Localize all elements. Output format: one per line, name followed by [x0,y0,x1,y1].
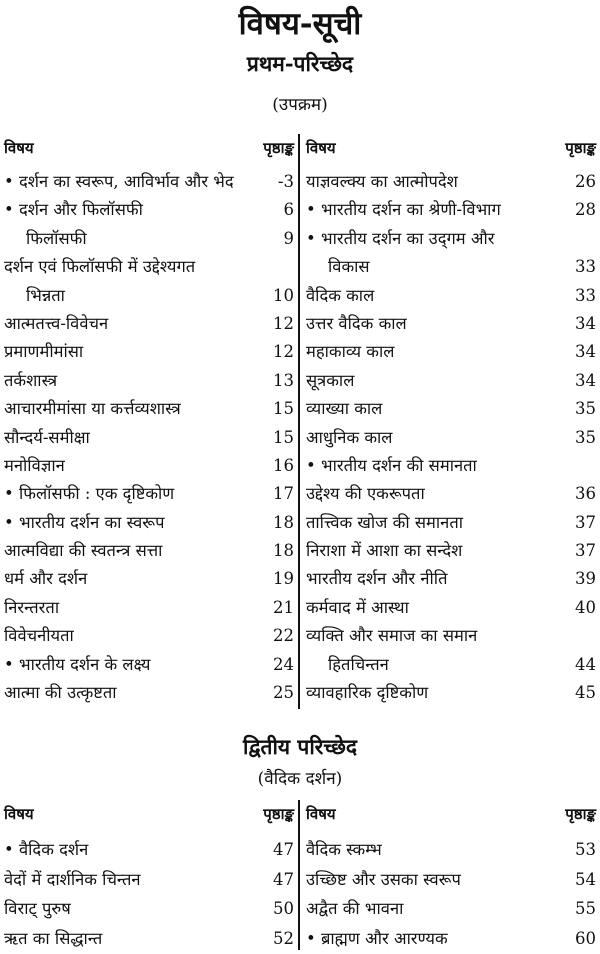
entry-page-number: 19 [273,565,294,593]
toc-entry [4,480,294,508]
toc-entry [306,509,596,537]
entry-page-number: 53 [575,836,596,864]
entry-page-number: 37 [575,509,596,537]
entry-title: उद्देश्य की एकरूपता [306,480,425,508]
entry-title: दर्शन एवं फिलॉसफी में उद्देश्यगत [4,253,195,281]
toc-entry [4,836,294,866]
entry-title: उच्छिष्ट और उसका स्वरूप [306,866,461,894]
toc-entry [306,679,596,707]
page-column-header: पृष्ठाङ्क [263,134,294,162]
toc-entry [4,594,294,622]
entry-page-number: 22 [273,622,294,650]
toc-entry [4,509,294,537]
entry-page-number: 54 [575,866,596,894]
section-1-subheading: (उपक्रम) [0,92,600,115]
topic-column-header: विषय [306,800,336,828]
entry-title: वैदिक स्कम्भ [306,836,382,864]
entry-title: व्यावहारिक दृष्टिकोण [306,679,428,707]
entry-title: धर्म और दर्शन [4,565,87,593]
column-header-row [4,800,294,836]
toc-entry [306,424,596,452]
entry-page-number: 50 [273,895,294,923]
entry-title: महाकाव्य काल [306,338,394,366]
toc-entry [306,225,596,253]
topic-column-header: विषय [4,134,34,162]
entry-title: फिलॉसफी [26,225,87,253]
entry-page-number: 44 [575,651,596,679]
toc-entry [4,679,294,707]
toc-entry [306,282,596,310]
entry-page-number: 34 [575,338,596,366]
entry-title: मनोविज्ञान [4,452,65,480]
entry-title: विराट् पुरुष [4,895,71,923]
toc-entry [306,565,596,593]
right-column [306,800,596,954]
entry-page-number: 35 [575,395,596,423]
toc-entry [4,310,294,338]
entry-title: भिन्नता [26,282,65,310]
entry-page-number: 12 [273,338,294,366]
page-title: विषय-सूची [0,2,600,44]
entry-title: अद्वैत की भावना [306,895,403,923]
toc-entry [4,253,294,281]
entry-title: • भारतीय दर्शन की समानता [306,452,477,480]
section-1-heading: प्रथम-परिच्छेद [0,50,600,78]
entry-page-number: 24 [273,651,294,679]
entry-page-number: - 3 [278,168,294,196]
entry-title: वेदों में दार्शनिक चिन्तन [4,866,141,894]
left-column [4,134,294,707]
entry-page-number: 10 [273,282,294,310]
entry-title: तात्त्विक खोज की समानता [306,509,463,537]
entry-title: • भारतीय दर्शन का उद्‌गम और [306,225,495,253]
entry-page-number: 16 [273,452,294,480]
toc-entry [306,168,596,196]
entry-title: तर्कशास्त्र [4,367,57,395]
toc-entry [306,622,596,650]
entry-title: प्रमाणमीमांसा [4,338,83,366]
toc-entry [4,168,294,196]
entry-title: विकास [328,253,370,281]
toc-entry [4,866,294,896]
topic-column-header: विषय [4,800,34,828]
entry-title: • वैदिक दर्शन [4,836,88,864]
entry-page-number: 15 [273,424,294,452]
entry-page-number: 21 [273,594,294,622]
entry-title: भारतीय दर्शन और नीति [306,565,447,593]
toc-entry [4,452,294,480]
column-header-row [4,134,294,168]
toc-entry [306,395,596,423]
toc-entry [4,395,294,423]
toc-entry [4,895,294,925]
entry-title: सौन्दर्य-समीक्षा [4,424,90,452]
toc-entry [306,253,596,281]
entry-title: आत्मविद्या की स्वतन्त्र सत्ता [4,537,162,565]
entry-page-number: 36 [575,480,596,508]
entry-page-number: 47 [273,866,294,894]
column-header-row [306,134,596,168]
entry-title: आचारमीमांसा या कर्त्तव्यशास्त्र [4,395,181,423]
entry-page-number: 17 [273,480,294,508]
page-column-header: पृष्ठाङ्क [263,800,294,828]
entry-page-number: 52 [273,925,294,953]
entry-page-number: 25 [273,679,294,707]
entry-page-number: 18 [273,537,294,565]
toc-entry [4,225,294,253]
toc-entry [306,196,596,224]
toc-entry [306,895,596,925]
entry-title: निराशा में आशा का सन्देश [306,537,462,565]
entry-title: • भारतीय दर्शन का स्वरूप [4,509,164,537]
entry-page-number: 33 [575,253,596,281]
toc-entry [306,594,596,622]
entry-title: व्यक्ति और समाज का समान [306,622,477,650]
toc-entry [306,651,596,679]
entry-title: आत्मा की उत्कृष्टता [4,679,117,707]
toc-entry [4,622,294,650]
entry-page-number: 60 [575,925,596,953]
page-column-header: पृष्ठाङ्क [565,134,596,162]
toc-entry [306,367,596,395]
entry-page-number: 33 [575,282,596,310]
entry-page-number: 34 [575,310,596,338]
toc-entry [306,452,596,480]
entry-title: • ब्राह्मण और आरण्यक [306,925,448,953]
column-divider [298,134,300,709]
toc-entry [306,866,596,896]
toc-entry [4,537,294,565]
toc-entry [306,338,596,366]
toc-entry [4,424,294,452]
entry-page-number: 12 [273,310,294,338]
right-column [306,134,596,707]
entry-title: • दर्शन और फिलॉसफी [4,196,143,224]
entry-title: विवेचनीयता [4,622,74,650]
section-1-contents-table [4,134,598,709]
entry-title: निरन्तरता [4,594,59,622]
section-2-heading: द्वितीय परिच्छेद [0,733,600,761]
entry-title: • दर्शन का स्वरूप, आविर्भाव और भेद [4,168,234,196]
entry-page-number: 47 [273,836,294,864]
toc-entry [306,310,596,338]
toc-entry [306,480,596,508]
section-2-contents-table [4,800,598,950]
entry-title: वैदिक काल [306,282,374,310]
column-divider [298,800,300,950]
toc-entry [4,282,294,310]
entry-page-number: 9 [284,225,295,253]
topic-column-header: विषय [306,134,336,162]
entry-title: उत्तर वैदिक काल [306,310,407,338]
toc-entry [4,651,294,679]
entry-page-number: 15 [273,395,294,423]
toc-entry [4,367,294,395]
entry-page-number: 13 [273,367,294,395]
entry-page-number: 39 [575,565,596,593]
entry-page-number: 6 [284,196,295,224]
toc-entry [306,537,596,565]
column-header-row [306,800,596,836]
entry-page-number: 28 [575,196,596,224]
entry-title: ऋत का सिद्धान्त [4,925,102,953]
entry-page-number: 26 [575,168,596,196]
entry-page-number: 37 [575,537,596,565]
entry-title: • फिलॉसफी : एक दृष्टिकोण [4,480,174,508]
entry-title: कर्मवाद में आस्था [306,594,409,622]
left-column [4,800,294,954]
toc-entry [4,565,294,593]
page-column-header: पृष्ठाङ्क [565,800,596,828]
entry-page-number: 18 [273,509,294,537]
entry-page-number: 45 [575,679,596,707]
entry-title: सूत्रकाल [306,367,354,395]
toc-entry [4,196,294,224]
entry-title: • भारतीय दर्शन का श्रेणी-विभाग [306,196,501,224]
entry-page-number: 34 [575,367,596,395]
entry-title: याज्ञवल्क्य का आत्मोपदेश [306,168,458,196]
entry-title: व्याख्या काल [306,395,382,423]
toc-entry [306,836,596,866]
section-2-subheading: (वैदिक दर्शन) [0,766,600,789]
entry-page-number: 40 [575,594,596,622]
toc-entry [4,338,294,366]
entry-page-number: 55 [575,895,596,923]
entry-title: आधुनिक काल [306,424,393,452]
entry-title: हितचिन्तन [328,651,389,679]
entry-title: आत्मतत्त्व-विवेचन [4,310,108,338]
entry-title: • भारतीय दर्शन के लक्ष्य [4,651,151,679]
entry-page-number: 35 [575,424,596,452]
